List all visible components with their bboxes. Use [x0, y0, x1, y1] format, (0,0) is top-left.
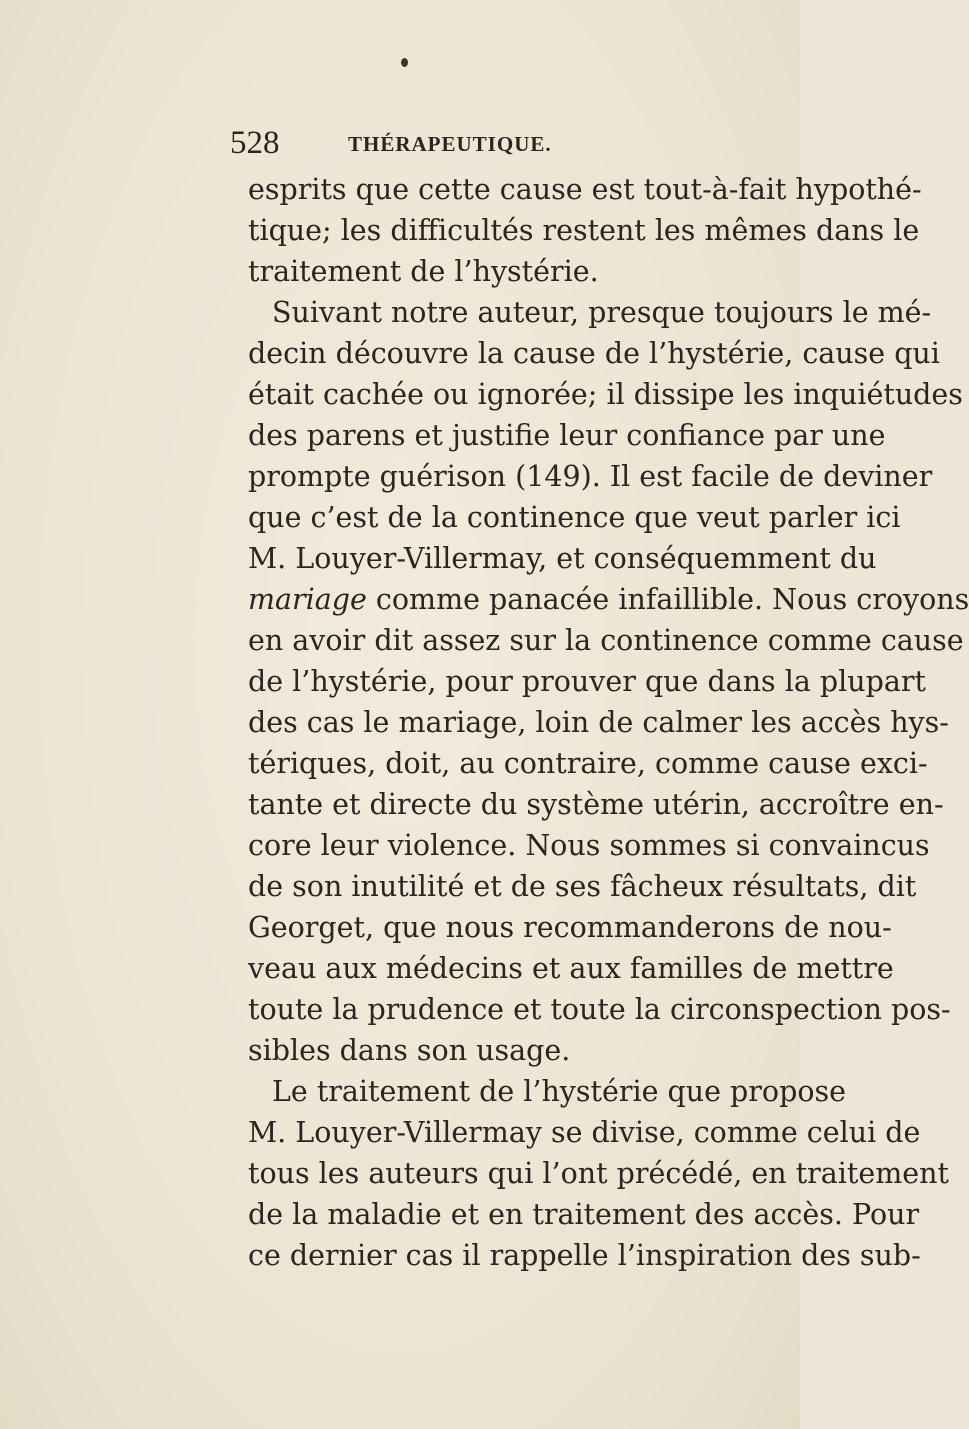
text-line-rest: comme panacée infaillible. Nous croyons [375, 583, 969, 616]
italic-word: mariage [248, 583, 367, 616]
text-line: des cas le mariage, loin de calmer les accès hys- [248, 706, 949, 739]
text-line: Le traitement de l’hystérie que propose [272, 1075, 846, 1108]
ink-dot [401, 58, 408, 67]
text-line: ce dernier cas il rappelle l’inspiration des sub- [248, 1239, 921, 1272]
text-line: sibles dans son usage. [248, 1034, 571, 1067]
text-line: prompte guérison (149). Il est facile de deviner [248, 460, 933, 493]
text-line: tique; les difficultés restent les mêmes dans le [248, 214, 920, 247]
text-line: decin découvre la cause de l’hystérie, cause qui [248, 337, 940, 370]
text-line: Georget, que nous recommanderons de nou- [248, 911, 892, 944]
text-line: M. Louyer-Villermay, et conséquemment du [248, 542, 877, 575]
text-line: toute la prudence et toute la circonspection pos- [248, 993, 951, 1026]
page-header [230, 118, 790, 168]
text-line: core leur violence. Nous sommes si convaincus [248, 829, 930, 862]
text-line: tériques, doit, au contraire, comme cause exci- [248, 747, 928, 780]
text-line: traitement de l’hystérie. [248, 255, 599, 288]
text-line: de la maladie et en traitement des accès. Pour [248, 1198, 920, 1231]
text-line [248, 580, 969, 620]
text-line: que c’est de la continence que veut parler ici [248, 501, 901, 534]
text-line: tante et directe du système utérin, accroître en- [248, 788, 944, 821]
text-line: tous les auteurs qui l’ont précédé, en traitement [248, 1157, 949, 1190]
page-number: 528 [230, 125, 280, 161]
text-line: était cachée ou ignorée; il dissipe les inquiétudes [248, 378, 963, 411]
text-line: veau aux médecins et aux familles de mettre [248, 952, 894, 985]
text-line: esprits que cette cause est tout-à-fait hypothé- [248, 173, 922, 206]
text-line: en avoir dit assez sur la continence comme cause [248, 624, 964, 657]
text-line: M. Louyer-Villermay se divise, comme celui de [248, 1116, 921, 1149]
running-title: THÉRAPEUTIQUE. [348, 132, 552, 156]
text-line: Suivant notre auteur, presque toujours le mé- [272, 296, 932, 329]
text-line: de l’hystérie, pour prouver que dans la plupart [248, 665, 926, 698]
text-line: de son inutilité et de ses fâcheux résultats, dit [248, 870, 917, 903]
text-line: des parens et justifie leur confiance par une [248, 419, 886, 452]
